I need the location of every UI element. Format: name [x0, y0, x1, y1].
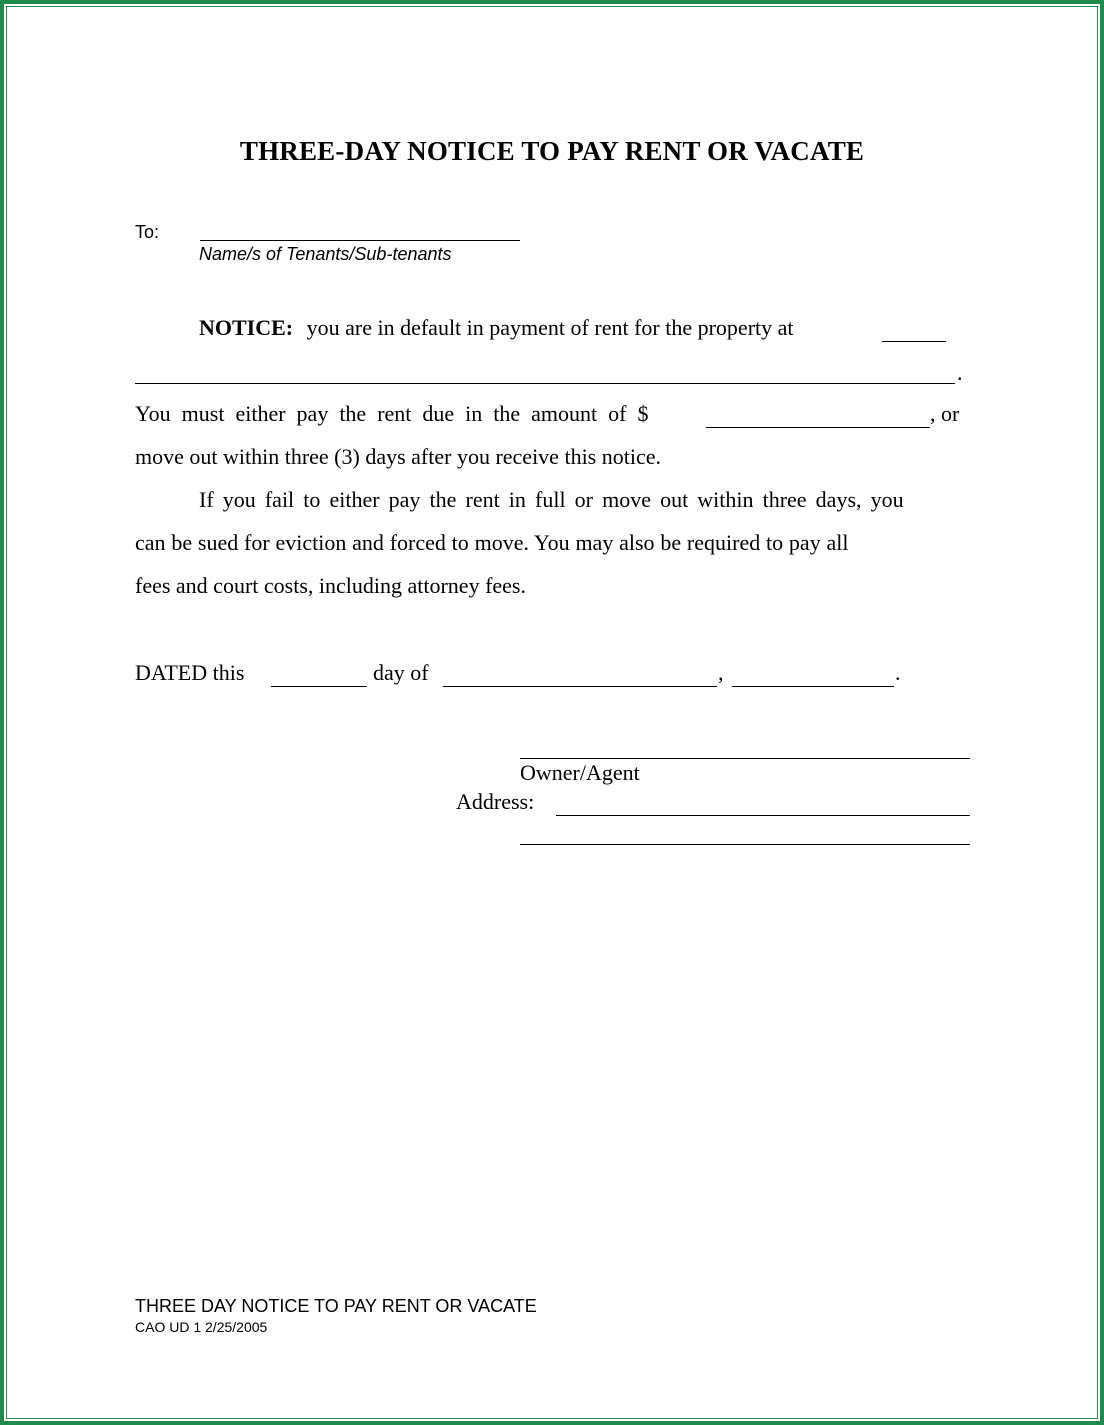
property-blank-1[interactable] — [882, 341, 946, 342]
para2-line2: can be sued for eviction and forced to move. You may also be required to pay all — [135, 530, 849, 555]
dated-month-blank[interactable] — [443, 686, 717, 687]
address-blank-2[interactable] — [520, 844, 970, 845]
notice-line — [199, 315, 794, 341]
notice-text: you are in default in payment of rent for the property at — [306, 315, 794, 340]
dated-day-blank[interactable] — [271, 686, 367, 687]
tenant-name-blank[interactable] — [200, 240, 520, 241]
dated-label: DATED this — [135, 660, 245, 685]
para1-line1-text: You must either pay the rent due in the amount of $ — [135, 401, 649, 426]
para1-line2: move out within three (3) days after you receive this notice. — [135, 444, 661, 469]
address-blank-1[interactable] — [556, 815, 970, 816]
page-inner-border — [6, 6, 1098, 1419]
document-title: THREE-DAY NOTICE TO PAY RENT OR VACATE — [239, 136, 865, 166]
rent-amount-blank[interactable] — [706, 427, 930, 428]
dated-period: . — [895, 660, 901, 685]
property-blank-2[interactable] — [135, 383, 955, 384]
tenant-name-caption: Name/s of Tenants/Sub-tenants — [199, 244, 452, 264]
para2-line3: fees and court costs, including attorney fees. — [135, 573, 526, 598]
property-period: . — [957, 360, 963, 385]
footer-form-code: CAO UD 1 2/25/2005 — [135, 1319, 268, 1335]
to-label: To: — [135, 222, 160, 242]
owner-agent-label: Owner/Agent — [520, 760, 640, 785]
dated-comma: , — [718, 660, 724, 685]
para1-line1 — [135, 401, 969, 427]
dated-year-blank[interactable] — [732, 686, 894, 687]
para2-line1: If you fail to either pay the rent in full or move out within three days, you — [199, 487, 904, 512]
address-label: Address: — [456, 789, 535, 814]
owner-signature-blank[interactable] — [520, 758, 970, 759]
dated-day-of: day of — [373, 660, 429, 685]
para1-line1-or: , or — [930, 401, 960, 426]
footer-title: THREE DAY NOTICE TO PAY RENT OR VACATE — [135, 1296, 537, 1316]
notice-label: NOTICE: — [199, 315, 294, 340]
